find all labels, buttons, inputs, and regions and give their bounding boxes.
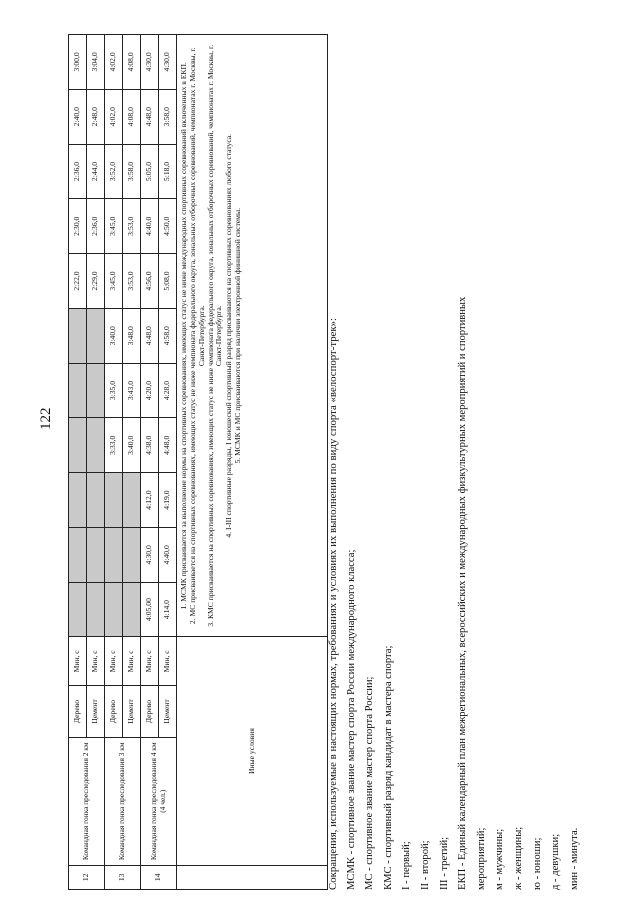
track-type: Цемент [159, 686, 177, 738]
unit-cell: Мин, с [87, 637, 105, 686]
norm-cell [87, 308, 105, 363]
abbreviation-item: д - девушки; [550, 833, 562, 890]
norm-cell: 5:05,0 [141, 144, 159, 199]
norm-cell: 4:28,0 [159, 363, 177, 418]
norms-table [68, 34, 328, 890]
norm-cell: 2:22,0 [69, 254, 87, 309]
page-number: 122 [38, 407, 54, 430]
norm-cell: 3:00,0 [69, 35, 87, 90]
rotated-content [68, 30, 628, 890]
row-number: 13 [105, 865, 141, 889]
norm-cell: 4:30,0 [141, 527, 159, 582]
norm-cell [123, 473, 141, 528]
norm-cell: 4:40,0 [141, 199, 159, 254]
norm-cell [69, 473, 87, 528]
unit-cell: Мин, с [123, 637, 141, 686]
empty-cell [177, 865, 328, 889]
norm-cell: 4:50,0 [159, 199, 177, 254]
norm-cell: 3:53,0 [123, 199, 141, 254]
norm-cell: 3:53,0 [123, 254, 141, 309]
norm-cell: 3:58,0 [159, 89, 177, 144]
conditions-row [177, 35, 328, 890]
abbreviation-item: мин - минута. [568, 827, 580, 890]
unit-cell: Мин, с [105, 637, 123, 686]
norm-cell: 4:08,0 [123, 89, 141, 144]
note-item: 3. КМС присваивается на спортивных соревнованиях, имеющих статус не ниже чемпионата федерального округа, зональных отборочных соревнований, чемпионатах г. Москвы, г. Санкт-Петербурга. [206, 44, 224, 627]
track-type: Дерево [105, 686, 123, 738]
norm-cell: 3:45,0 [105, 254, 123, 309]
abbreviations-block [324, 30, 584, 890]
norm-cell: 4:20,0 [141, 363, 159, 418]
abbreviation-item: МСМК - спортивное звание мастер спорта России международного класса; [345, 549, 357, 890]
norm-cell: 4:48,0 [141, 89, 159, 144]
norm-cell: 4:58,0 [159, 308, 177, 363]
norm-cell [69, 582, 87, 637]
abbreviation-item: КМС - спортивный разряд кандидат в мастера спорта; [382, 645, 394, 890]
conditions-notes [177, 35, 328, 638]
unit-cell: Мин, с [69, 637, 87, 686]
track-type: Дерево [69, 686, 87, 738]
abbreviation-item: ЕКП - Единый календарный план межрегиональных, всероссийских и международных физкультурных мероприятий и спортивных [457, 296, 469, 890]
norm-cell: 2:48,0 [87, 89, 105, 144]
norm-cell: 3:43,0 [123, 363, 141, 418]
norm-cell: 4:02,0 [105, 35, 123, 90]
note-item: 1. МСМК присваивается за выполнение нормы на спортивных соревнованиях, имеющих статус не ниже международных спортивных соревнований включенных в ЕКП. [179, 62, 188, 610]
note-item: 2. МС присваивается на спортивных соревнованиях, имеющих статус не ниже чемпионата федерального округа, зональных отборочных соревнований, чемпионатах г. Москвы, г. Санкт-Петербурга. [188, 47, 206, 625]
norm-cell [87, 418, 105, 473]
norm-cell [69, 418, 87, 473]
abbreviation-item: м - мужчины; [494, 828, 506, 890]
norm-cell [69, 527, 87, 582]
norm-cell: 3:35,0 [105, 363, 123, 418]
norm-cell: 4:38,0 [141, 418, 159, 473]
norm-cell: 3:45,0 [105, 199, 123, 254]
norm-cell: 4:40,0 [159, 527, 177, 582]
norm-cell: 4:05,00 [141, 582, 159, 637]
norm-cell [87, 527, 105, 582]
abbreviation-item: ю - юноши; [531, 837, 543, 890]
norm-cell [87, 582, 105, 637]
table-row [69, 35, 87, 890]
abbreviation-item: II - второй; [419, 840, 431, 890]
norm-cell: 5:18,0 [159, 144, 177, 199]
abbreviation-item: I - первый; [401, 841, 413, 890]
norm-cell: 2:40,0 [69, 89, 87, 144]
row-number: 12 [69, 865, 105, 889]
norm-cell: 4:19,0 [159, 473, 177, 528]
discipline-name: Командная гонка преследования 2 км [69, 737, 105, 865]
norm-cell: 2:36,0 [69, 144, 87, 199]
abbreviation-item: ж - женщины; [512, 826, 524, 890]
note-item: 5. МСМК и МС присваиваются при наличии электронной финишной системы. [233, 208, 243, 464]
note-item: 4. I-III спортивные разряды, I юношеский спортивный разряд присваиваются на спортивных соревнованиях любого статуса. [223, 133, 233, 538]
norm-cell: 3:33,0 [105, 418, 123, 473]
norm-cell: 4:30,0 [159, 35, 177, 90]
norm-cell: 3:40,0 [105, 308, 123, 363]
norm-cell: 3:40,0 [123, 418, 141, 473]
norm-cell [87, 473, 105, 528]
norm-cell [105, 582, 123, 637]
row-number: 14 [141, 865, 177, 889]
norm-cell: 4:48,0 [159, 418, 177, 473]
norm-cell: 2:36,0 [87, 199, 105, 254]
norm-cell [69, 363, 87, 418]
norm-cell [123, 582, 141, 637]
norm-cell: 3:04,0 [87, 35, 105, 90]
norm-cell: 4:12,0 [141, 473, 159, 528]
norm-cell: 4:30,0 [141, 35, 159, 90]
discipline-name: Командная гонка преследования 4 км (4 чел.) [141, 737, 177, 865]
norm-cell [87, 363, 105, 418]
other-conditions-label: Иные условия [177, 637, 328, 865]
norm-cell: 2:30,0 [69, 199, 87, 254]
abbreviation-item: III - третий; [438, 836, 450, 890]
discipline-name: Командная гонка преследования 3 км [105, 737, 141, 865]
unit-cell: Мин, с [141, 637, 159, 686]
norm-cell [105, 527, 123, 582]
norm-cell: 2:29,0 [87, 254, 105, 309]
table-row [105, 35, 123, 890]
norm-cell: 3:48,0 [123, 308, 141, 363]
norm-cell [69, 308, 87, 363]
norm-cell: 2:44,0 [87, 144, 105, 199]
abbreviations-heading: Сокращения, используемые в настоящих нормах, требованиях и условиях их выполнения по виду спорта «велоспорт-трек»: [327, 317, 339, 890]
norm-cell: 5:08,0 [159, 254, 177, 309]
abbreviation-item: мероприятий; [475, 827, 487, 890]
norm-cell: 4:14,0 [159, 582, 177, 637]
norm-cell: 4:02,0 [105, 89, 123, 144]
norm-cell: 4:48,0 [141, 308, 159, 363]
track-type: Цемент [87, 686, 105, 738]
track-type: Дерево [141, 686, 159, 738]
norm-cell: 3:58,0 [123, 144, 141, 199]
abbreviation-item: МС - спортивное звание мастер спорта России; [364, 676, 376, 890]
track-type: Цемент [123, 686, 141, 738]
norm-cell [123, 527, 141, 582]
norm-cell: 4:08,0 [123, 35, 141, 90]
unit-cell: Мин, с [159, 637, 177, 686]
table-row [141, 35, 159, 890]
norm-cell [105, 473, 123, 528]
norm-cell: 4:56,0 [141, 254, 159, 309]
norm-cell: 3:52,0 [105, 144, 123, 199]
